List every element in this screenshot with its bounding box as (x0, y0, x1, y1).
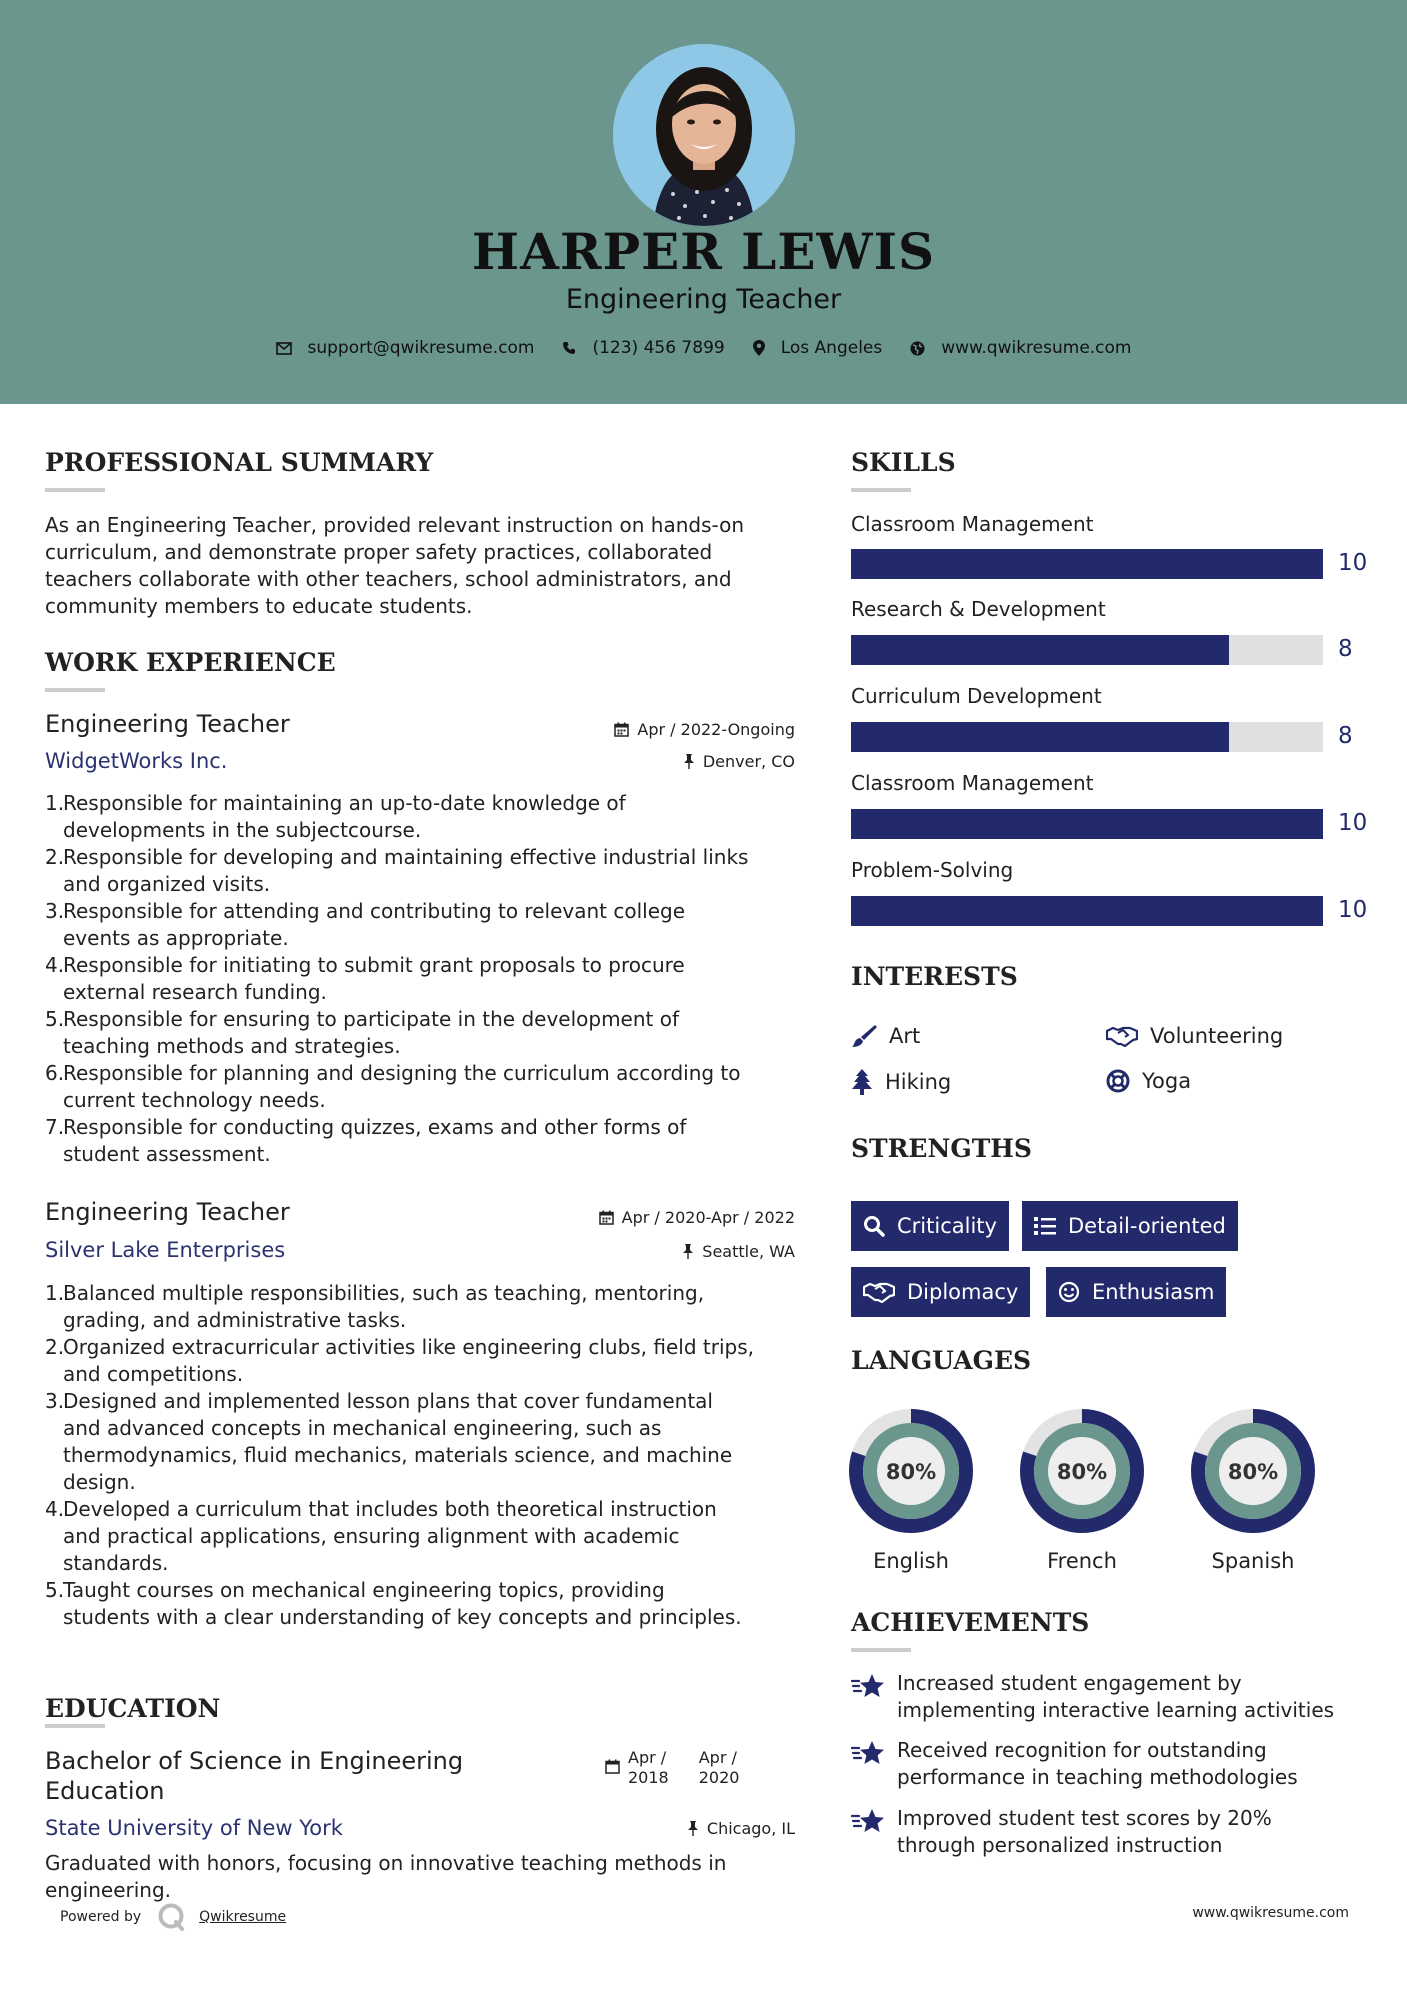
skill-label: Problem-Solving (851, 858, 1014, 882)
ring-percent-label: 80% (1227, 1460, 1279, 1484)
list-item (45, 1496, 795, 1577)
education-desc-line: engineering. (45, 1878, 172, 1902)
skill-label: Classroom Management (851, 771, 1094, 795)
list-line: thermodynamics, fluid mechanics, materials science, and machine (63, 1443, 733, 1467)
list-line: students with a clear understanding of key concepts and principles. (63, 1605, 742, 1629)
company-name: Silver Lake Enterprises (45, 1238, 286, 1262)
contact-email[interactable] (276, 338, 535, 358)
handshake-icon (863, 1281, 895, 1303)
list-item (45, 1006, 795, 1060)
portrait-image (613, 44, 795, 226)
skill-bar-fill (851, 809, 1323, 839)
list-number: 6. (45, 1061, 65, 1085)
skill-bar (851, 896, 1323, 926)
brand-link[interactable]: Qwikresume (199, 1909, 287, 1925)
achievement-text (897, 1670, 1334, 1724)
job-location-text: Seattle, WA (702, 1242, 795, 1261)
achievements-heading: ACHIEVEMENTS (851, 1608, 1090, 1637)
list-line: Responsible for attending and contributing to relevant college (63, 899, 685, 923)
ring-percent-label: 80% (885, 1460, 937, 1484)
job-dates (599, 1208, 795, 1227)
candidate-name: HARPER LEWIS (471, 222, 936, 281)
list-line: grading, and administrative tasks. (63, 1308, 407, 1332)
language-item (1191, 1409, 1315, 1573)
list-line: Responsible for planning and designing the curriculum according to (63, 1061, 741, 1085)
skill-value: 10 (1338, 550, 1368, 576)
skill-label: Research & Development (851, 597, 1106, 621)
skill-bar-fill (851, 722, 1229, 752)
skills-heading: SKILLS (851, 448, 956, 477)
section-rule (851, 1648, 911, 1652)
list-line: and competitions. (63, 1362, 244, 1386)
list-line: developments in the subjectcourse. (63, 818, 422, 842)
language-ring (1191, 1409, 1315, 1533)
list-line: Organized extracurricular activities like engineering clubs, field trips, (63, 1335, 755, 1359)
skill-label: Classroom Management (851, 512, 1094, 536)
contact-bar (0, 338, 1407, 358)
degree-line: Bachelor of Science in Engineering (45, 1747, 464, 1775)
job-dates-text: Apr / 2022-Ongoing (637, 720, 795, 739)
list-line: design. (63, 1470, 136, 1494)
footer-powered-by (60, 1902, 286, 1932)
list-line: standards. (63, 1551, 169, 1575)
section-rule (45, 488, 105, 492)
list-number: 1. (45, 791, 65, 815)
list-line: and advanced concepts in mechanical engineering, such as (63, 1416, 662, 1440)
list-item (45, 1060, 795, 1114)
strength-label: Criticality (897, 1214, 997, 1238)
achievement-item (851, 1737, 1371, 1791)
list-item (45, 1577, 795, 1631)
star-icon (851, 1739, 885, 1767)
contact-location (753, 338, 883, 358)
star-icon (851, 1672, 885, 1700)
job-location (683, 752, 795, 771)
end-year: 2020 (698, 1768, 740, 1787)
list-line: and organized visits. (63, 872, 271, 896)
education-dates (605, 1748, 739, 1788)
list-number: 3. (45, 899, 65, 923)
degree-line: Education (45, 1777, 165, 1805)
skill-bar-fill (851, 896, 1323, 926)
contact-email-text: support@qwikresume.com (307, 338, 535, 358)
achievement-item (851, 1805, 1371, 1859)
achievement-line: implementing interactive learning activities (897, 1698, 1335, 1722)
ring-percent-label: 80% (1056, 1460, 1108, 1484)
skill-bar (851, 722, 1323, 752)
company-name: WidgetWorks Inc. (45, 749, 228, 773)
list-number: 2. (45, 845, 65, 869)
education-location-text: Chicago, IL (706, 1819, 795, 1838)
list-number: 5. (45, 1578, 65, 1602)
skill-value: 8 (1338, 636, 1353, 662)
list-line: Developed a curriculum that includes both theoretical instruction (63, 1497, 717, 1521)
qwikresume-logo-icon (157, 1902, 187, 1932)
list-item (45, 1114, 795, 1168)
handshake-icon (1106, 1025, 1138, 1047)
skill-bar (851, 635, 1323, 665)
list-item (45, 898, 795, 952)
list-line: current technology needs. (63, 1088, 326, 1112)
summary-line: community members to educate students. (45, 594, 473, 618)
experience-heading: WORK EXPERIENCE (45, 648, 336, 677)
interest-label: Yoga (1142, 1069, 1192, 1093)
phone-icon (562, 341, 576, 355)
contact-location-text: Los Angeles (780, 338, 883, 358)
job-location (682, 1242, 795, 1261)
list-line: Taught courses on mechanical engineering topics, providing (63, 1578, 665, 1602)
interest-item (851, 1069, 951, 1095)
candidate-title: Engineering Teacher (565, 284, 842, 315)
section-rule (45, 1724, 105, 1728)
skill-bar-fill (851, 549, 1323, 579)
lifebuoy-icon (1106, 1069, 1130, 1093)
profile-photo (613, 44, 795, 226)
contact-website[interactable] (910, 338, 1131, 358)
list-item (45, 1334, 795, 1388)
calendar-icon (605, 1759, 620, 1774)
summary-line: curriculum, and demonstrate proper safety practices, collaborated (45, 540, 713, 564)
start-month: Apr / (628, 1748, 667, 1767)
strength-label: Diplomacy (907, 1280, 1019, 1304)
list-line: Responsible for ensuring to participate in the development of (63, 1007, 680, 1031)
summary-text (45, 512, 744, 620)
strength-tag (1046, 1267, 1226, 1317)
languages-heading: LANGUAGES (851, 1346, 1032, 1375)
skill-value: 8 (1338, 723, 1353, 749)
achievement-line: Received recognition for outstanding (897, 1738, 1267, 1762)
achievement-item (851, 1670, 1371, 1724)
skill-label: Curriculum Development (851, 684, 1102, 708)
list-item (45, 952, 795, 1006)
achievement-line: through personalized instruction (897, 1833, 1223, 1857)
end-month: Apr / (698, 1748, 737, 1767)
calendar-icon (599, 1210, 614, 1225)
interest-label: Art (889, 1024, 921, 1048)
skill-value: 10 (1338, 897, 1368, 923)
education-desc-line: Graduated with honors, focusing on innovative teaching methods in (45, 1851, 727, 1875)
pushpin-icon (682, 1244, 694, 1259)
strength-label: Enthusiasm (1092, 1280, 1215, 1304)
list-item (45, 790, 795, 844)
language-ring (849, 1409, 973, 1533)
list-line: teaching methods and strategies. (63, 1034, 401, 1058)
job-title: Engineering Teacher (45, 1198, 290, 1226)
list-item (45, 1280, 795, 1334)
achievement-text (897, 1805, 1272, 1859)
interest-item (1106, 1069, 1191, 1093)
language-item (849, 1409, 973, 1573)
achievement-line: performance in teaching methodologies (897, 1765, 1298, 1789)
list-number: 5. (45, 1007, 65, 1031)
list-number: 2. (45, 1335, 65, 1359)
job-dates (614, 720, 795, 739)
list-line: Responsible for maintaining an up-to-date knowledge of (63, 791, 626, 815)
skill-bar (851, 549, 1323, 579)
list-icon (1034, 1216, 1056, 1236)
list-line: events as appropriate. (63, 926, 289, 950)
search-icon (863, 1215, 885, 1237)
skill-bar (851, 809, 1323, 839)
education-description (45, 1850, 726, 1904)
list-item (45, 1388, 795, 1496)
pushpin-icon (687, 1821, 699, 1836)
smile-icon (1058, 1281, 1080, 1303)
language-name: Spanish (1211, 1549, 1295, 1573)
education-heading: EDUCATION (45, 1694, 221, 1723)
list-line: and practical applications, ensuring alignment with academic (63, 1524, 680, 1548)
location-pin-icon (753, 340, 765, 356)
resume-header (0, 0, 1407, 404)
strength-tag (1022, 1201, 1238, 1251)
globe-icon (910, 341, 925, 356)
list-line: Designed and implemented lesson plans that cover fundamental (63, 1389, 713, 1413)
pushpin-icon (683, 754, 695, 769)
calendar-icon (614, 722, 629, 737)
summary-heading: PROFESSIONAL SUMMARY (45, 448, 434, 477)
strength-tag (851, 1201, 1009, 1251)
education-start (628, 1748, 669, 1788)
mail-icon (276, 342, 292, 355)
degree-title (45, 1746, 463, 1806)
start-year: 2018 (628, 1768, 669, 1787)
job-duties-list (45, 790, 795, 1168)
list-number: 4. (45, 1497, 65, 1521)
list-number: 4. (45, 953, 65, 977)
strength-tag (851, 1267, 1030, 1317)
powered-by-text: Powered by (60, 1909, 142, 1925)
strengths-heading: STRENGTHS (851, 1134, 1032, 1163)
language-ring (1020, 1409, 1144, 1533)
school-name: State University of New York (45, 1816, 343, 1840)
achievement-text (897, 1737, 1298, 1791)
list-line: Responsible for conducting quizzes, exams and other forms of (63, 1115, 687, 1139)
job-location-text: Denver, CO (702, 752, 795, 771)
interest-item (851, 1024, 920, 1048)
list-line: Balanced multiple responsibilities, such as teaching, mentoring, (63, 1281, 705, 1305)
summary-line: teachers collaborate with other teachers, school administrators, and (45, 567, 732, 591)
language-item (1020, 1409, 1144, 1573)
achievement-line: Increased student engagement by (897, 1671, 1242, 1695)
list-number: 3. (45, 1389, 65, 1413)
strength-label: Detail-oriented (1068, 1214, 1226, 1238)
list-number: 1. (45, 1281, 65, 1305)
list-line: Responsible for developing and maintaining effective industrial links (63, 845, 749, 869)
summary-line: As an Engineering Teacher, provided relevant instruction on hands-on (45, 513, 745, 537)
contact-phone-text: (123) 456 7899 (592, 338, 725, 358)
list-line: external research funding. (63, 980, 327, 1004)
list-item (45, 844, 795, 898)
footer-site[interactable]: www.qwikresume.com (1192, 1905, 1349, 1921)
contact-website-text: www.qwikresume.com (941, 338, 1132, 358)
job-dates-text: Apr / 2020-Apr / 2022 (621, 1208, 795, 1227)
list-line: Responsible for initiating to submit grant proposals to procure (63, 953, 685, 977)
tree-icon (851, 1069, 873, 1095)
achievement-line: Improved student test scores by 20% (897, 1806, 1272, 1830)
interest-label: Volunteering (1150, 1024, 1284, 1048)
interests-heading: INTERESTS (851, 962, 1018, 991)
language-name: French (1047, 1549, 1117, 1573)
section-rule (851, 488, 911, 492)
interest-label: Hiking (885, 1070, 952, 1094)
section-rule (45, 688, 105, 692)
job-duties-list (45, 1280, 795, 1631)
job-title: Engineering Teacher (45, 710, 290, 738)
interest-item (1106, 1024, 1283, 1048)
paintbrush-icon (851, 1024, 877, 1048)
education-end (699, 1748, 740, 1788)
education-location (687, 1819, 795, 1838)
language-name: English (873, 1549, 949, 1573)
skill-bar-fill (851, 635, 1229, 665)
list-line: student assessment. (63, 1142, 271, 1166)
skill-value: 10 (1338, 810, 1368, 836)
contact-phone[interactable] (562, 338, 724, 358)
list-number: 7. (45, 1115, 65, 1139)
star-icon (851, 1807, 885, 1835)
